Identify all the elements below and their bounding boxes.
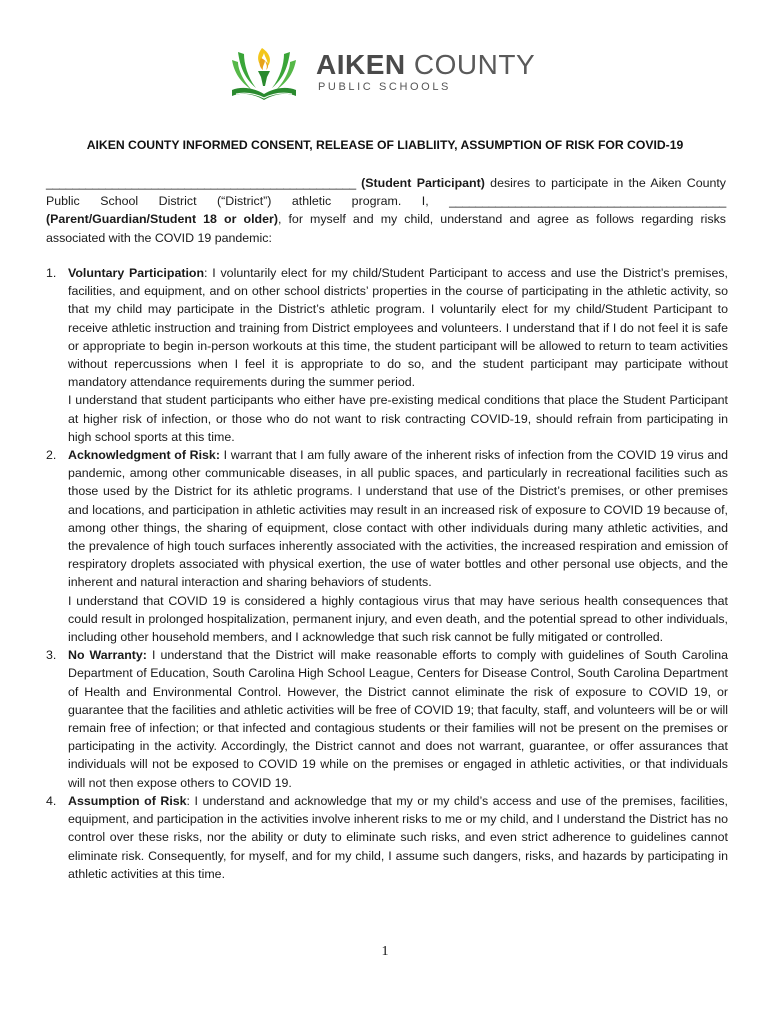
item-text: : I voluntarily elect for my child/Student Participant to access and use the District’s premises, facilities, and equipment, and on other school districts’ properties in the course of participating in the athletic activity, so that my child may participate in the District’s athletic program. I voluntarily elect for my child/Student Participant to receive athletic instruction and training from District employees and volunteers. I understand that if I do not feel it is safe or appropriate to begin in-person workouts at this time, the student participant will be allowed to return to team activities without repercussions when I feel it is appropriate to do so, and the student participant may participate without mandatory attendance requirements during the summer period. xyxy=(68,266,728,390)
item-text: I understand that student participants who either have pre-existing medical conditions that place the Student Participant at higher risk of infection, or those who do not want to risk contracting COVID-19, should refrain from participating in high school sports at this time. xyxy=(68,393,728,444)
item-text: I understand that COVID 19 is considered a highly contagious virus that may have serious health consequences that could result in prolonged hospitalization, permanent injury, and even death, and the potential spread to other individuals, including other household members, and I acknowledge that such risk cannot be fully mitigated or controlled. xyxy=(68,593,728,645)
item-text: : I understand and acknowledge that my or my child’s access and use of the premises, facilities, equipment, and participation in the activities involve inherent risks to me or my child, and I understand the District has no control over these risks, nor the ability or duty to eliminate such risks, and even strict adherence to guidelines cannot eliminate risk. Consequently, for myself, and for my child, I assume such dangers, risks, and hazards by participating in athletic activities at this time. xyxy=(68,793,729,881)
student-name-blank[interactable]: _______________________________________________ xyxy=(46,176,356,190)
guardian-label: (Parent/Guardian/Student 18 or older) xyxy=(46,212,278,227)
list-item xyxy=(46,264,728,446)
list-item xyxy=(46,792,728,883)
intro-paragraph xyxy=(46,174,726,247)
document-title: AIKEN COUNTY INFORMED CONSENT, RELEASE OF LIABLIITY, ASSUMPTION OF RISK FOR COVID-19 xyxy=(86,138,684,152)
item-number: 2. xyxy=(46,448,57,463)
list-item xyxy=(46,446,728,646)
item-title: No Warranty: xyxy=(68,648,147,663)
terms-list xyxy=(46,264,728,883)
guardian-name-blank[interactable]: __________________________________________ xyxy=(449,194,726,209)
item-text: I understand that the District will make reasonable efforts to comply with guidelines of South Carolina Department of Education, South Carolina High School League, Centers for Disease Control, South Carolina Department of Health and Environmental Control. However, the District cannot eliminate the risk of exposure to COVID 19, or guarantee that the facilities and athletic activities will be free of COVID 19; that faculty, staff, and volunteers will be or will remain free of infection; or that infected and contagious students or their families will not be present on the premises or participating in the activity. Accordingly, the District cannot and does not warrant, guarantee, or offer assurances that individuals will not be exposed to COVID 19 while on the premises or engaged in athletic activities, or that individuals will not then expose others to COVID 19. xyxy=(68,648,728,790)
list-item xyxy=(46,646,728,792)
intro-text-1: desires to participate in the Aiken County Public School District (“District”) athletic program. I, xyxy=(46,176,727,209)
item-number: 3. xyxy=(46,648,57,663)
item-title: Assumption of Risk xyxy=(68,793,187,808)
book-torch-icon xyxy=(228,44,300,104)
intro-text-2: , for myself and my child, understand and agree as follows regarding risks associated with the COVID 19 pandemic: xyxy=(46,212,726,245)
item-text: I warrant that I am fully aware of the inherent risks of infection from the COVID 19 virus and pandemic, among other communicable diseases, in all public spaces, and particularly in recreational facilities such as those used by the District for its athletic programs. I understand that use of the District’s premises, or other premises and locations, and participation in athletic activities may result in an increased risk of exposure to COVID 19 because of, among other things, the sharing of equipment, close contact with other individuals during many athletic activities, and the prevalence of high touch surfaces inherently associated with the activities, the increased respiration and emission of respiratory droplets associated with physical exertion, the use of water bottles and other personal use objects, and the inherent and natural interaction and sharing behaviors of students. xyxy=(68,448,728,590)
district-logo xyxy=(228,44,548,106)
item-title: Voluntary Participation xyxy=(68,266,205,280)
logo-title: AIKEN COUNTY xyxy=(316,49,536,80)
logo-subtitle: PUBLIC SCHOOLS xyxy=(318,81,451,93)
item-number: 1. xyxy=(46,266,57,280)
item-number: 4. xyxy=(46,793,57,808)
student-participant-label: (Student Participant) xyxy=(361,176,485,190)
page-number: 1 xyxy=(381,944,389,959)
item-title: Acknowledgment of Risk: xyxy=(68,448,220,463)
